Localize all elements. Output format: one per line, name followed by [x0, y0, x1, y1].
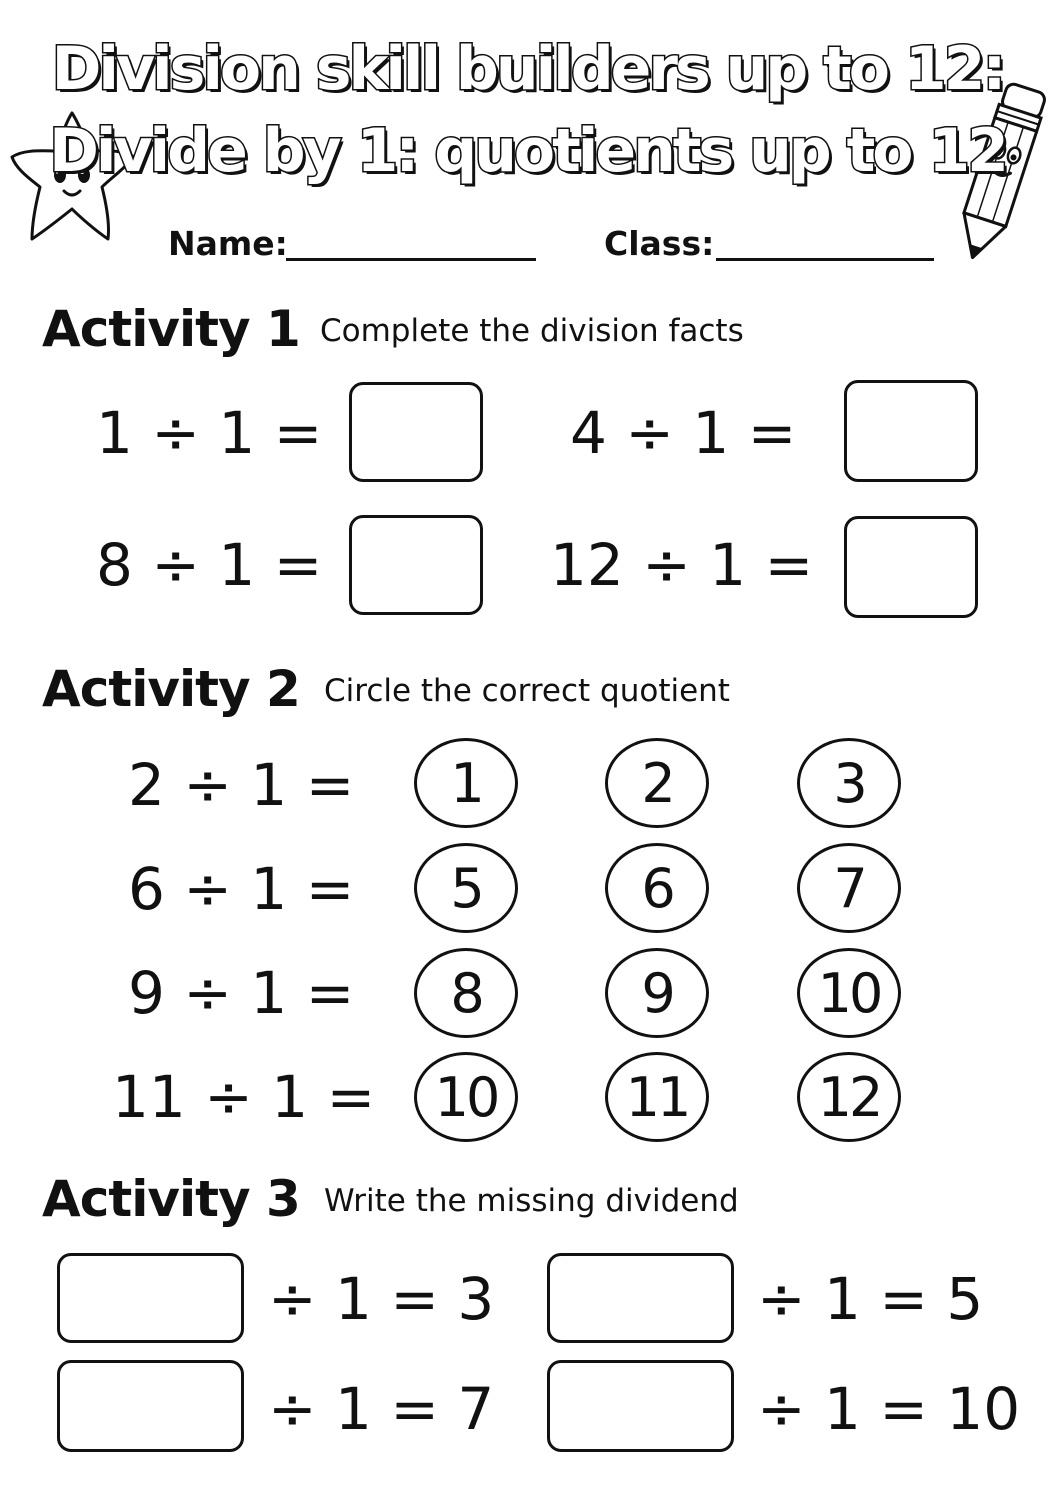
option-circle[interactable]: 12: [797, 1052, 901, 1142]
activity1-problem: 4 ÷ 1 =: [570, 399, 797, 467]
activity2-problem: 6 ÷ 1 =: [128, 855, 355, 923]
activity1-title: Activity 1: [42, 300, 300, 358]
activity2-title: Activity 2: [42, 660, 300, 718]
answer-box[interactable]: [844, 516, 978, 618]
dividend-box[interactable]: [57, 1253, 244, 1343]
activity1-problem: 12 ÷ 1 =: [550, 531, 814, 599]
activity2-problem: 11 ÷ 1 =: [112, 1063, 376, 1131]
activity2-problem: 9 ÷ 1 =: [128, 959, 355, 1027]
activity2-instruction: Circle the correct quotient: [324, 673, 730, 709]
activity2-problem: 2 ÷ 1 =: [128, 751, 355, 819]
activity3-problem: ÷ 1 = 7: [268, 1375, 495, 1443]
name-field[interactable]: [286, 258, 536, 261]
name-label: Name:: [168, 224, 288, 263]
activity1-instruction: Complete the division facts: [320, 313, 744, 349]
option-circle[interactable]: 1: [414, 738, 518, 828]
option-circle[interactable]: 10: [414, 1052, 518, 1142]
option-circle[interactable]: 5: [414, 843, 518, 933]
activity3-problem: ÷ 1 = 10: [757, 1375, 1021, 1443]
dividend-box[interactable]: [547, 1360, 734, 1452]
answer-box[interactable]: [844, 380, 978, 482]
answer-box[interactable]: [349, 515, 483, 615]
activity1-problem: 1 ÷ 1 =: [96, 399, 323, 467]
option-circle[interactable]: 11: [605, 1052, 709, 1142]
title-line-2: Divide by 1: quotients up to 12: [49, 116, 1006, 186]
dividend-box[interactable]: [57, 1360, 244, 1452]
answer-box[interactable]: [349, 382, 483, 482]
class-field[interactable]: [716, 258, 934, 261]
option-circle[interactable]: 7: [797, 843, 901, 933]
option-circle[interactable]: 3: [797, 738, 901, 828]
title-line-1: Division skill builders up to 12:: [51, 34, 1004, 104]
option-circle[interactable]: 6: [605, 843, 709, 933]
activity3-instruction: Write the missing dividend: [324, 1183, 739, 1219]
activity3-problem: ÷ 1 = 3: [268, 1265, 495, 1333]
activity3-title: Activity 3: [42, 1170, 300, 1228]
option-circle[interactable]: 10: [797, 948, 901, 1038]
dividend-box[interactable]: [547, 1253, 734, 1343]
activity3-problem: ÷ 1 = 5: [757, 1265, 984, 1333]
option-circle[interactable]: 2: [605, 738, 709, 828]
class-label: Class:: [604, 224, 715, 263]
option-circle[interactable]: 8: [414, 948, 518, 1038]
option-circle[interactable]: 9: [605, 948, 709, 1038]
activity1-problem: 8 ÷ 1 =: [96, 531, 323, 599]
